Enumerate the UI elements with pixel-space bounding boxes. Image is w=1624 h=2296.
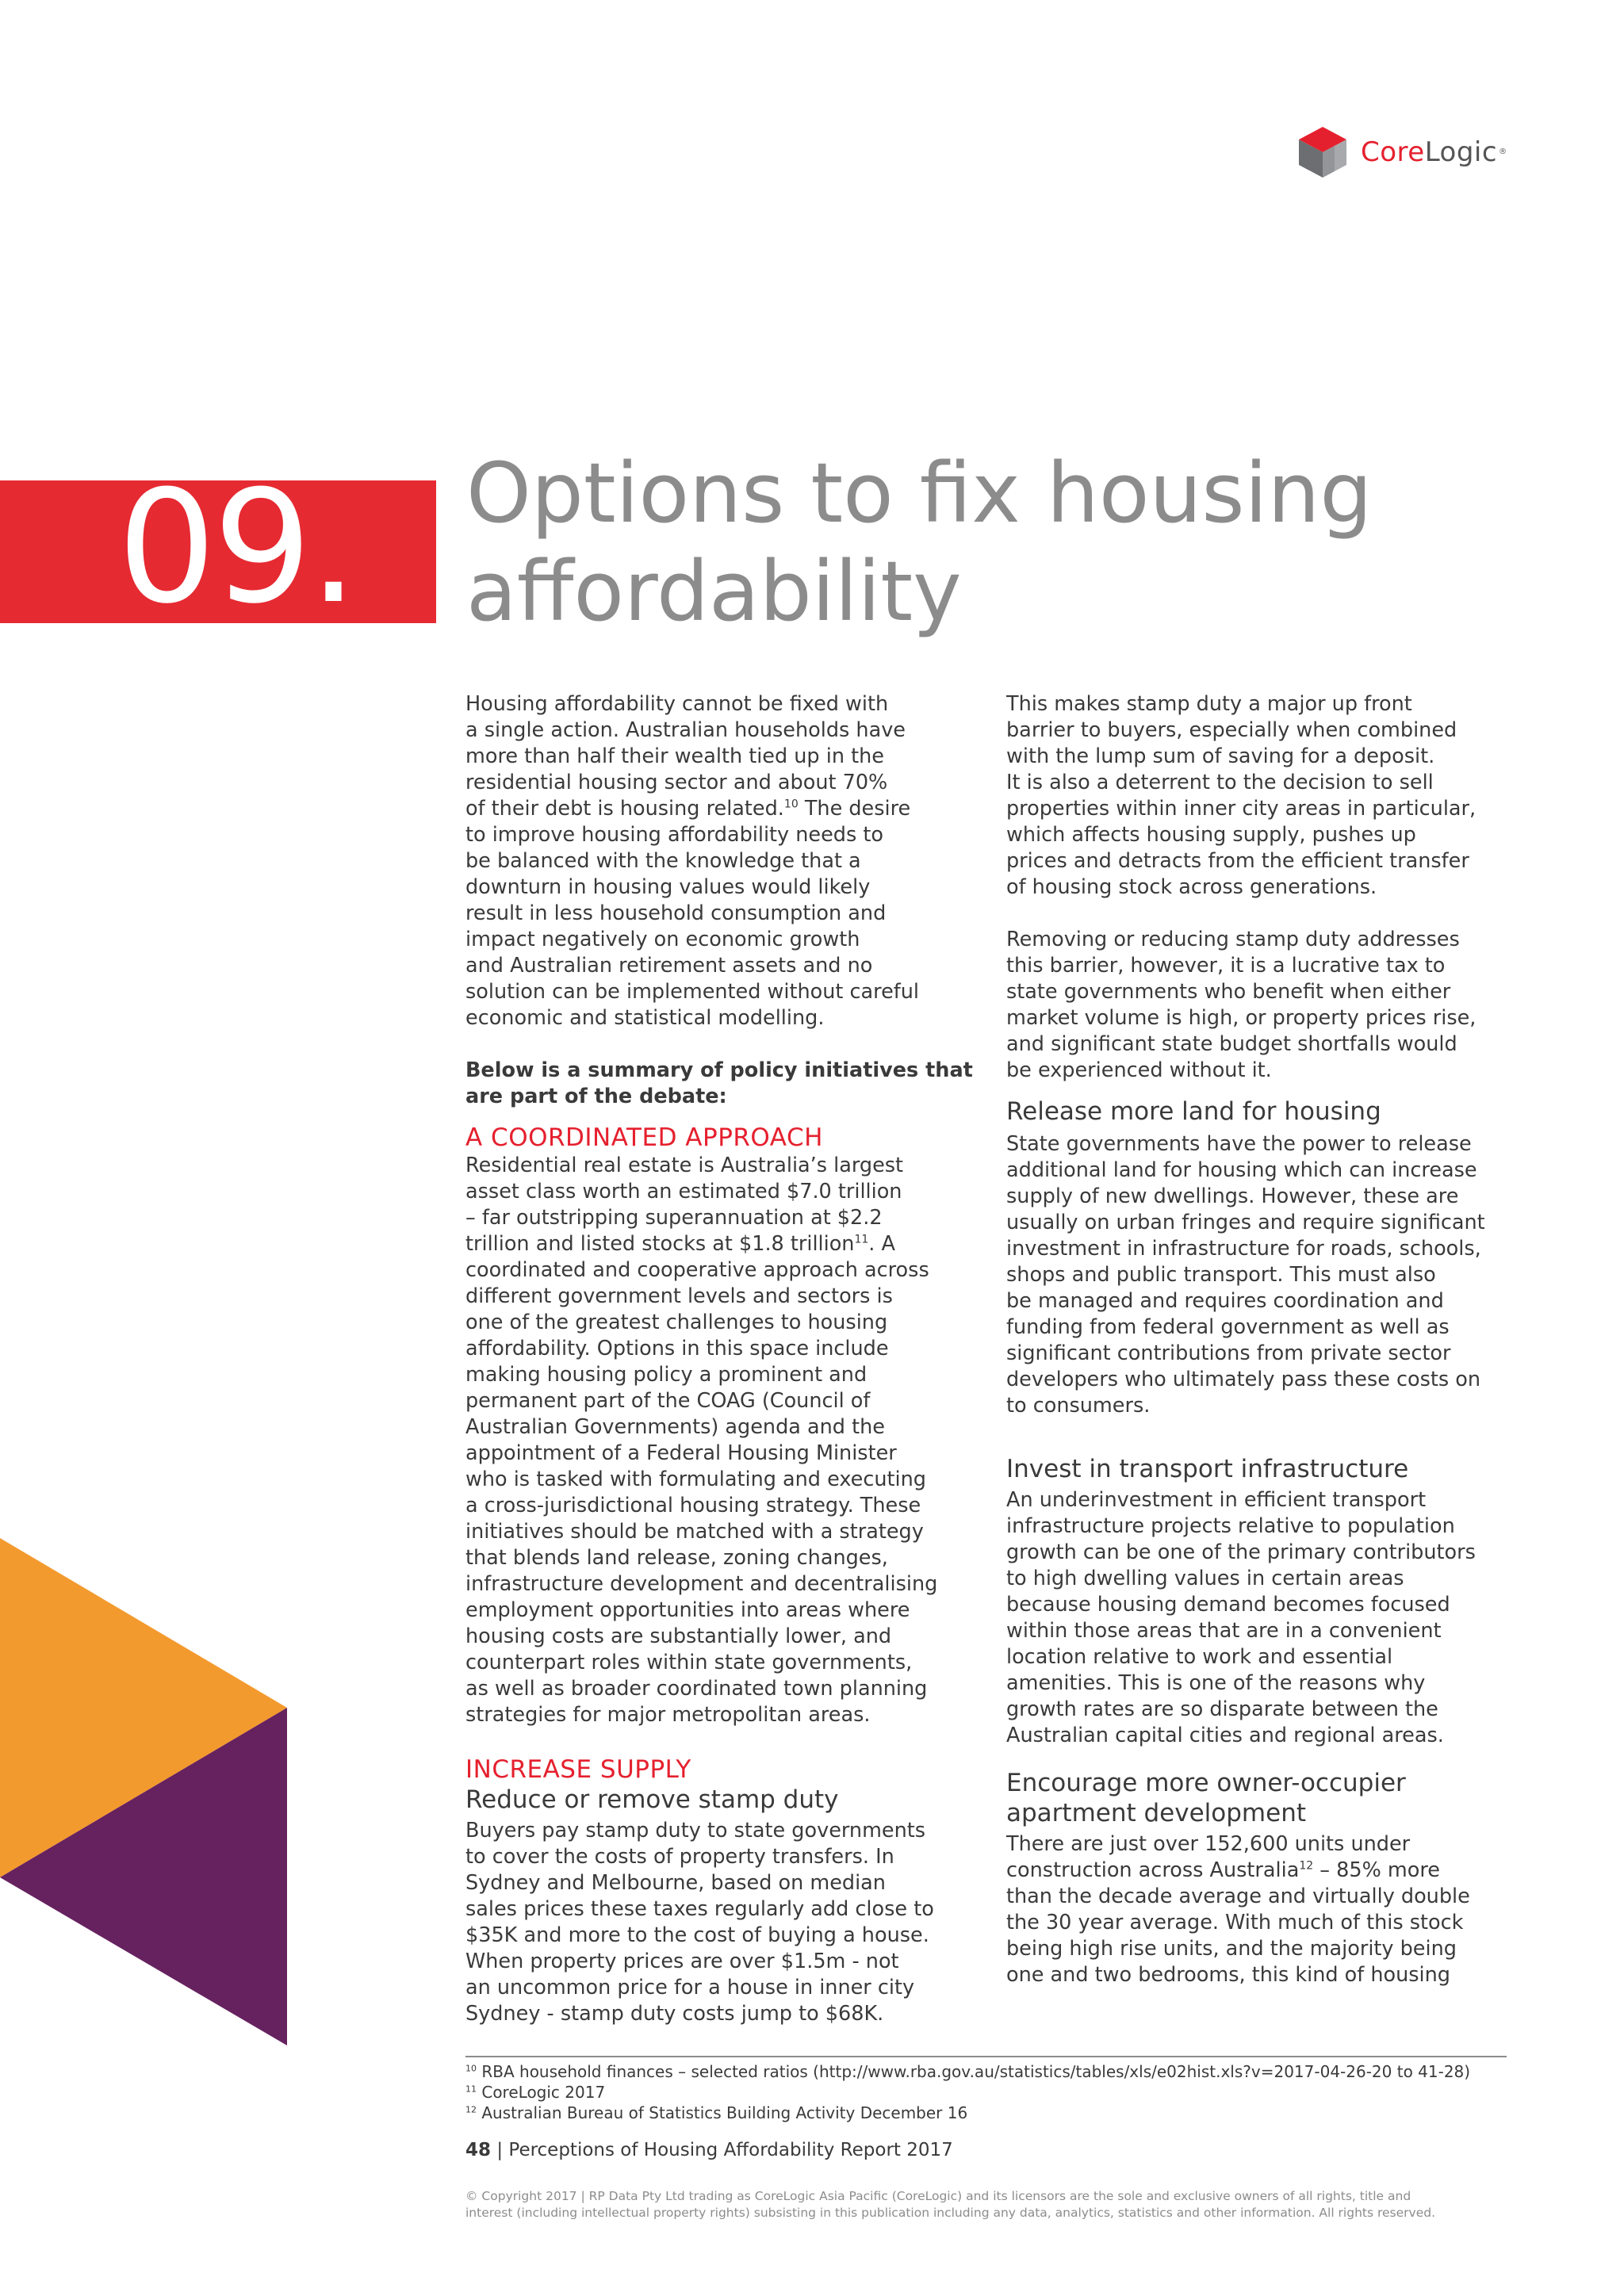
text-line: counterpart roles within state governments, <box>465 1651 913 1674</box>
text-line: prices and detracts from the efficient transfer <box>1006 849 1469 873</box>
text-line: market volume is high, or property prices rise, <box>1006 1006 1477 1030</box>
text-line: barrier to buyers, especially when combined <box>1006 718 1457 742</box>
text-line: funding from federal government as well as <box>1006 1315 1450 1339</box>
text-line: that blends land release, zoning changes, <box>465 1546 888 1570</box>
text-line: significant contributions from private sector <box>1006 1341 1451 1365</box>
copyright-notice: © Copyright 2017 | RP Data Pty Ltd trading as CoreLogic Asia Pacific (CoreLogic) and its licensors are the sole and exclusive owners of all rights, title and interest (including intellectual property rights) subsisting in this publication including any data, analytics, statistics and other information. All rights reserved. <box>465 2189 1436 2220</box>
footnote-divider <box>465 2056 1507 2057</box>
text-line: housing costs are substantially lower, and <box>465 1624 892 1648</box>
text-line: amenities. This is one of the reasons why <box>1006 1671 1426 1695</box>
text-line: and Australian retirement assets and no <box>465 954 873 978</box>
text-line: permanent part of the COAG (Council of <box>465 1389 871 1413</box>
summary-lead <box>465 1058 973 1110</box>
text-line: an uncommon price for a house in inner city <box>465 1976 915 1999</box>
text-line: It is also a deterrent to the decision to sell <box>1006 771 1434 794</box>
text-line: asset class worth an estimated $7.0 trillion <box>465 1180 902 1203</box>
text-line: location relative to work and essential <box>1006 1645 1393 1669</box>
text-line: There are just over 152,600 units under <box>1006 1832 1411 1856</box>
chapter-title: Options to fix housing affordability <box>466 445 1373 640</box>
text-line: supply of new dwellings. However, these are <box>1006 1184 1459 1208</box>
text-line: usually on urban fringes and require significant <box>1006 1211 1485 1234</box>
text-line: be managed and requires coordination and <box>1006 1289 1444 1313</box>
text-line: investment in infrastructure for roads, schools, <box>1006 1237 1481 1261</box>
corelogic-wordmark: CoreLogic ® <box>1361 136 1507 168</box>
text-line: downturn in housing values would likely <box>465 875 871 899</box>
text-line: Housing affordability cannot be fixed with <box>465 692 889 716</box>
text-line: within those areas that are in a convenient <box>1006 1619 1442 1643</box>
text-line: additional land for housing which can increase <box>1006 1158 1477 1182</box>
text-line: are part of the debate: <box>465 1085 727 1108</box>
stamp-duty-heading: Reduce or remove stamp duty <box>465 1785 839 1814</box>
decorative-triangles <box>0 1538 293 2045</box>
text-line: infrastructure projects relative to population <box>1006 1514 1455 1538</box>
text-line: a cross-jurisdictional housing strategy. These <box>465 1494 921 1517</box>
text-line: initiatives should be matched with a strategy <box>465 1520 924 1544</box>
text-line: properties within inner city areas in particular, <box>1006 797 1477 821</box>
footnote-item: $^{10}$ RBA household finances – selected ratios (http://www.rba.gov.au/statistics/tables/xls/e02hist.xls?v=2017-04-26-20 to 41-28) <box>465 2062 1471 2081</box>
text-line: result in less household consumption and <box>465 901 887 925</box>
text-line: construction across Australia$^{12}$ – 85% more <box>1006 1858 1440 1882</box>
text-line: as well as broader coordinated town planning <box>465 1677 928 1701</box>
text-line: Australian capital cities and regional areas. <box>1006 1724 1444 1747</box>
text-line: $35K and more to the cost of buying a house. <box>465 1923 929 1947</box>
text-line: developers who ultimately pass these costs on <box>1006 1368 1481 1391</box>
text-line: shops and public transport. This must also <box>1006 1263 1436 1287</box>
text-line: be experienced without it. <box>1006 1058 1272 1082</box>
text-line: affordability. Options in this space include <box>465 1337 889 1360</box>
footnote-ref: 11 <box>854 1233 869 1246</box>
footnote-ref: 10 <box>783 798 799 811</box>
footnote-item: $^{12}$ Australian Bureau of Statistics Building Activity December 16 <box>465 2103 968 2122</box>
text-line: to improve housing affordability needs to <box>465 823 883 847</box>
text-line: growth rates are so disparate between the <box>1006 1697 1438 1721</box>
text-line: Sydney and Melbourne, based on median <box>465 1871 886 1895</box>
text-line: strategies for major metropolitan areas. <box>465 1703 871 1727</box>
intro-paragraph <box>465 691 973 1031</box>
text-line: who is tasked with formulating and executing <box>465 1468 926 1491</box>
page-number: 48 <box>465 2140 492 2160</box>
owner-occupier-paragraph <box>1006 1831 1514 1988</box>
increase-supply-heading: INCREASE SUPPLY <box>465 1755 691 1784</box>
text-line: because housing demand becomes focused <box>1006 1593 1450 1617</box>
coordinated-paragraph <box>465 1153 973 1728</box>
text-line: – far outstripping superannuation at $2.2 <box>465 1206 883 1230</box>
text-line: state governments who benefit when either <box>1006 980 1451 1004</box>
text-line: one and two bedrooms, this kind of housing <box>1006 1963 1450 1987</box>
text-line: with the lump sum of saving for a deposit. <box>1006 744 1435 768</box>
text-line: be balanced with the knowledge that a <box>465 849 861 873</box>
text-line: and significant state budget shortfalls would <box>1006 1032 1457 1056</box>
text-line: of housing stock across generations. <box>1006 875 1377 899</box>
text-line: to consumers. <box>1006 1394 1151 1418</box>
text-line: employment opportunities into areas where <box>465 1598 910 1622</box>
text-line: one of the greatest challenges to housing <box>465 1311 888 1334</box>
text-line: residential housing sector and about 70% <box>465 771 888 794</box>
text-line: This makes stamp duty a major up front <box>1006 692 1412 716</box>
text-line: coordinated and cooperative approach across <box>465 1258 929 1282</box>
stamp-duty-continued-paragraph <box>1006 691 1514 901</box>
text-line: An underinvestment in efficient transport <box>1006 1488 1427 1512</box>
text-line: different government levels and sectors is <box>465 1284 893 1308</box>
transport-heading: Invest in transport infrastructure <box>1006 1455 1409 1483</box>
stamp-duty-paragraph <box>465 1818 973 2027</box>
text-line: of their debt is housing related.$^{10}$ The desire <box>465 797 911 821</box>
text-line: Sydney - stamp duty costs jump to $68K. <box>465 2002 884 2026</box>
text-line: infrastructure development and decentralising <box>465 1572 938 1596</box>
report-title: Perceptions of Housing Affordability Report 2017 <box>508 2140 953 2160</box>
text-line: solution can be implemented without careful <box>465 980 919 1004</box>
text-line: impact negatively on economic growth <box>465 928 860 951</box>
chapter-number: 09. <box>117 457 355 638</box>
release-land-heading: Release more land for housing <box>1006 1097 1381 1126</box>
footnotes <box>465 2061 1470 2123</box>
text-line: to high dwelling values in certain areas <box>1006 1567 1404 1590</box>
right-column <box>1006 691 1514 1988</box>
text-line: which affects housing supply, pushes up <box>1006 823 1416 847</box>
text-line: Below is a summary of policy initiatives that <box>465 1058 973 1082</box>
text-line: this barrier, however, it is a lucrative tax to <box>1006 954 1446 978</box>
text-line: the 30 year average. With much of this stock <box>1006 1911 1464 1934</box>
text-line: Buyers pay stamp duty to state governments <box>465 1819 926 1843</box>
text-line: When property prices are over $1.5m - not <box>465 1950 899 1973</box>
footnote-ref: 12 <box>1299 1859 1314 1873</box>
text-line: Australian Governments) agenda and the <box>465 1415 885 1439</box>
text-line: State governments have the power to release <box>1006 1132 1472 1156</box>
coordinated-approach-heading: A COORDINATED APPROACH <box>465 1123 823 1152</box>
footnote-item: $^{11}$ CoreLogic 2017 <box>465 2083 606 2102</box>
owner-occupier-heading: Encourage more owner-occupier apartment development <box>1006 1769 1406 1827</box>
text-line: growth can be one of the primary contributors <box>1006 1540 1476 1564</box>
text-line: being high rise units, and the majority being <box>1006 1937 1457 1961</box>
text-line: Removing or reducing stamp duty addresses <box>1006 928 1460 951</box>
text-line: appointment of a Federal Housing Minister <box>465 1441 897 1465</box>
text-line: than the decade average and virtually double <box>1006 1885 1470 1908</box>
left-column <box>465 691 973 2027</box>
text-line: to cover the costs of property transfers. In <box>465 1845 894 1869</box>
removing-stamp-duty-paragraph <box>1006 927 1514 1084</box>
text-line: more than half their wealth tied up in the <box>465 744 884 768</box>
release-land-paragraph <box>1006 1131 1514 1419</box>
text-line: Residential real estate is Australia’s largest <box>465 1154 904 1177</box>
text-line: sales prices these taxes regularly add close to <box>465 1897 934 1921</box>
transport-paragraph <box>1006 1487 1514 1749</box>
text-line: economic and statistical modelling. <box>465 1006 825 1030</box>
text-line: making housing policy a prominent and <box>465 1363 868 1387</box>
text-line: trillion and listed stocks at $1.8 trillion$^{11}$. A <box>465 1232 895 1256</box>
page-footer: 48 | Perceptions of Housing Affordability Report 2017 <box>465 2140 953 2160</box>
text-line: a single action. Australian households have <box>465 718 906 742</box>
